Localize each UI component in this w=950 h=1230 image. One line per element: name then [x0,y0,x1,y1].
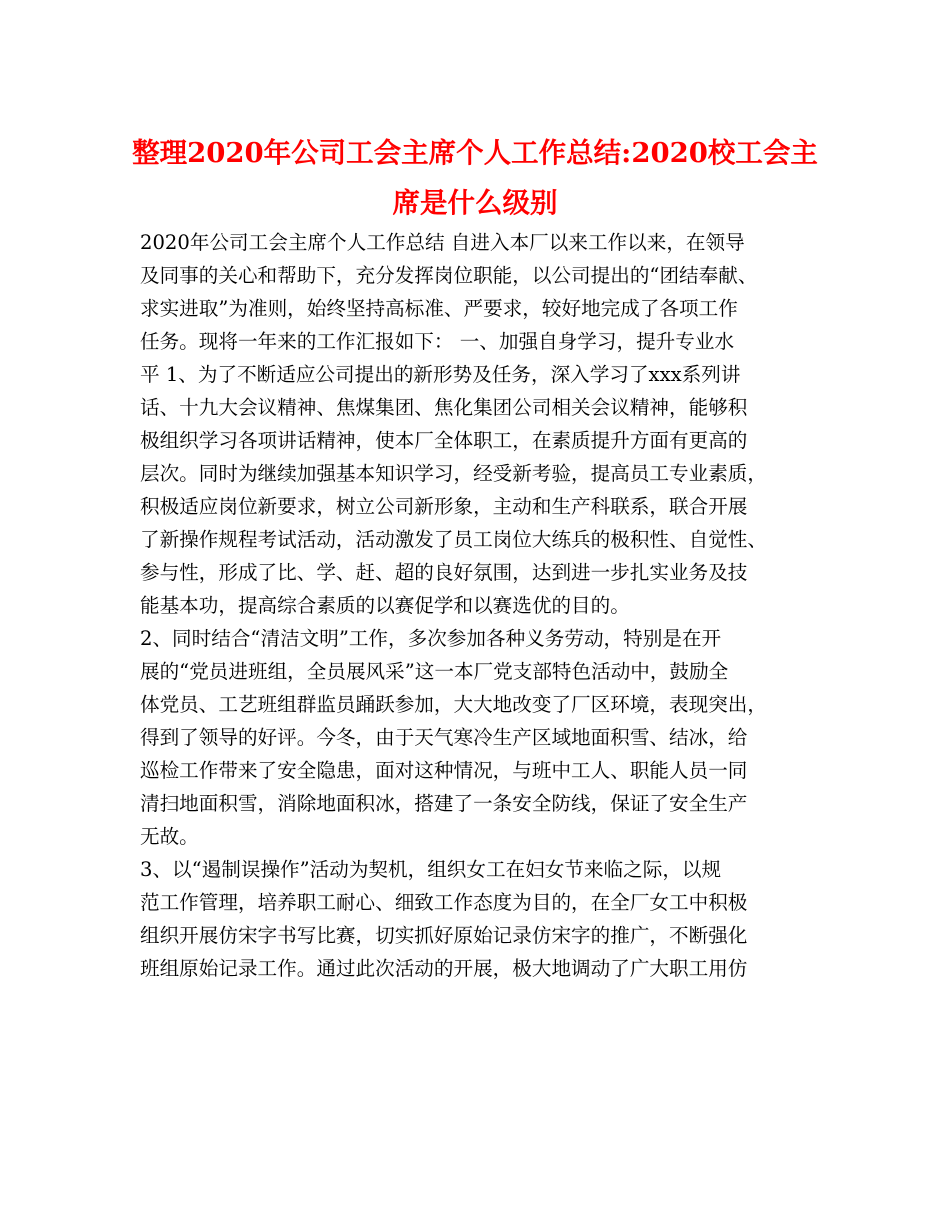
body-line: 求实进取”为准则，始终坚持高标准、严要求，较好地完成了各项工作 [140,297,738,320]
body-line: 3、以“遏制误操作”活动为契机，组织女工在妇女节来临之际，以规 [140,858,722,881]
body-line: 体党员、工艺班组群监员踊跃参加，大大地改变了厂区环境，表现突出， [140,693,767,716]
body-line: 话、十九大会议精神、焦煤集团、焦化集团公司相关会议精神，能够积 [140,396,748,419]
body-line: 展的“党员进班组，全员展风采”这一本厂党支部特色活动中，鼓励全 [140,660,729,683]
body-line: 积极适应岗位新要求，树立公司新形象，主动和生产科联系，联合开展 [140,495,748,518]
body-line: 2、同时结合“清洁文明”工作，多次参加各种义务劳动，特别是在开 [140,627,722,650]
body-line: 了新操作规程考试活动，活动激发了员工岗位大练兵的极积性、自觉性、 [140,528,767,551]
body-line: 能基本功，提高综合素质的以赛促学和以赛选优的目的。 [140,594,630,617]
body-line: 无故。 [140,825,199,848]
body-line: 层次。同时为继续加强基本知识学习，经受新考验，提高员工专业素质， [140,462,767,485]
body-line: 2020年公司工会主席个人工作总结 自进入本厂以来工作以来，在领导 [140,231,745,254]
body-line: 巡检工作带来了安全隐患，面对这种情况，与班中工人、职能人员一同 [140,759,748,782]
title-line: 整理2020年公司工会主席个人工作总结:2020校工会主 [132,137,818,169]
body-line: 平 1、为了不断适应公司提出的新形势及任务，深入学习了xxx系列讲 [140,363,741,386]
body-line: 班组原始记录工作。通过此次活动的开展，极大地调动了广大职工用仿 [140,957,748,980]
body-line: 得到了领导的好评。今冬，由于天气寒冷生产区域地面积雪、结冰，给 [140,726,748,749]
body-line: 及同事的关心和帮助下，充分发挥岗位职能，以公司提出的“团结奉献、 [140,264,758,287]
body-line: 清扫地面积雪，消除地面积冰，搭建了一条安全防线，保证了安全生产 [140,792,748,815]
body-line: 极组织学习各项讲话精神，使本厂全体职工，在素质提升方面有更高的 [140,429,748,452]
body-line: 范工作管理，培养职工耐心、细致工作态度为目的，在全厂女工中积极 [140,891,748,914]
document-body [140,226,820,985]
document-title [120,128,830,228]
title-line: 席是什么级别 [392,187,558,219]
body-line: 参与性，形成了比、学、赶、超的良好氛围，达到进一步扎实业务及技 [140,561,748,584]
body-line: 任务。现将一年来的工作汇报如下： 一、加强自身学习，提升专业水 [140,330,735,353]
body-line: 组织开展仿宋字书写比赛，切实抓好原始记录仿宋字的推广，不断强化 [140,924,748,947]
